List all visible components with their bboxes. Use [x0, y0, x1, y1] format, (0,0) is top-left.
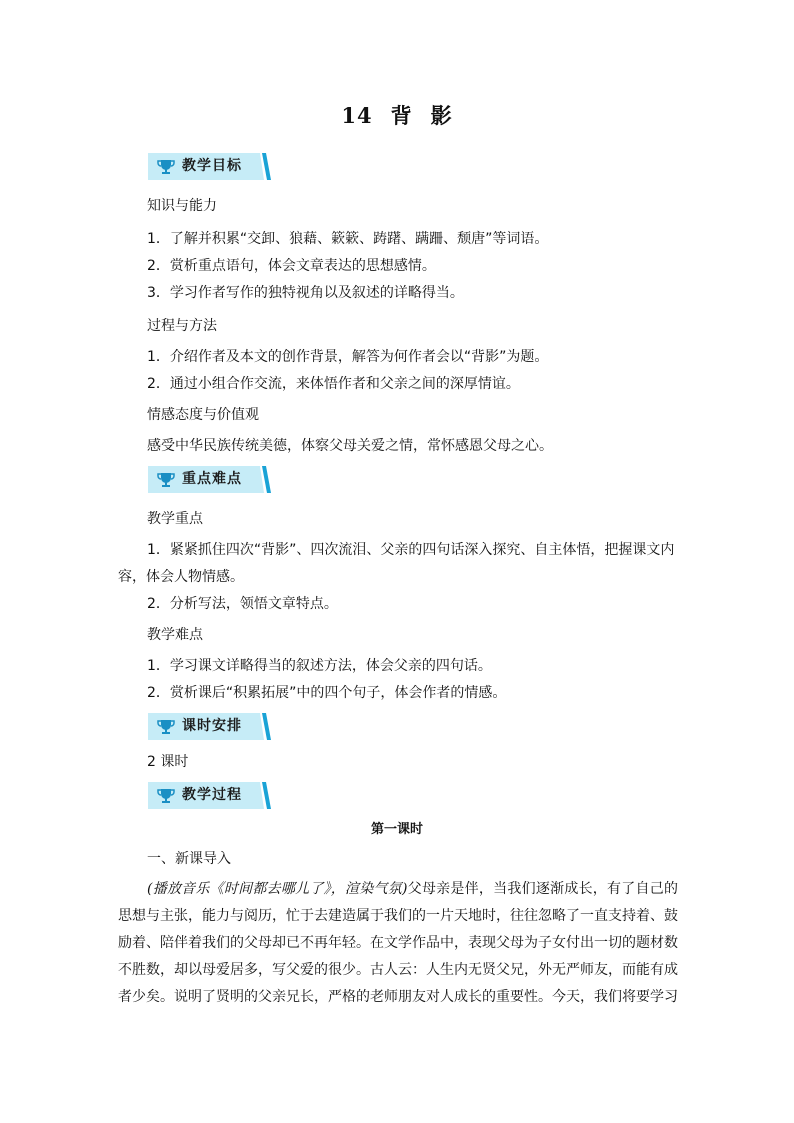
banner-label: 教学过程 — [182, 787, 242, 803]
subheading-knowledge: 知识与能力 — [147, 198, 217, 214]
subheading-method: 过程与方法 — [147, 318, 217, 334]
lesson-heading: 第一课时 — [370, 822, 423, 837]
trophy-icon — [156, 470, 176, 490]
trophy-icon — [156, 717, 176, 737]
section-banner-keypoints — [148, 466, 272, 493]
section-banner-schedule — [148, 713, 272, 740]
music-note: (播放音乐《时间都去哪儿了》，渲染气氛) — [147, 881, 408, 897]
schedule-text: 2 课时 — [147, 754, 189, 770]
keypoint-item: 1．紧紧抓住四次“背影”、四次流泪、父亲的四句话深入探究、自主体悟，把握课文内 — [147, 542, 675, 558]
page-title: 14 背 影 — [341, 103, 453, 128]
banner-label: 课时安排 — [182, 718, 242, 734]
subheading-focus: 教学重点 — [147, 511, 203, 527]
keypoint-item: 2．分析写法，领悟文章特点。 — [147, 596, 338, 612]
objective-item: 3．学习作者写作的独特视角以及叙述的详略得当。 — [147, 285, 464, 301]
subheading-difficulty: 教学难点 — [147, 627, 203, 643]
objective-item: 2．赏析重点语句，体会文章表达的思想感情。 — [147, 258, 436, 274]
trophy-icon — [156, 786, 176, 806]
section-banner-process — [148, 782, 272, 809]
objective-item: 感受中华民族传统美德，体察父母关爱之情，常怀感恩父母之心。 — [147, 438, 553, 454]
trophy-icon — [156, 157, 176, 177]
banner-label: 重点难点 — [182, 471, 242, 487]
objective-item: 1．了解并积累“交卸、狼藉、簌簌、踌躇、蹒跚、颓唐”等词语。 — [147, 231, 549, 247]
objective-item: 1．介绍作者及本文的创作背景，解答为何作者会以“背影”为题。 — [147, 349, 549, 365]
step-heading: 一、新课导入 — [147, 851, 231, 867]
keypoint-item: 1．学习课文详略得当的叙述方法，体会父亲的四句话。 — [147, 658, 492, 674]
keypoint-item: 2．赏析课后“积累拓展”中的四个句子，体会作者的情感。 — [147, 685, 507, 701]
keypoint-item-continued: 容，体会人物情感。 — [118, 569, 244, 585]
intro-paragraph: (播放音乐《时间都去哪儿了》，渲染气氛)父母亲是伴，当我们逐渐成长，有了自己的思想与主张，能力与阅历，忙于去建造属于我们的一片天地时，往往忽略了一直支持着、鼓励着、陪伴着我们的父母却已不再年轻。在文学作品中，表现父母为子女付出一切的题材数不胜数，却以母爱居多，写父爱的很少。古人云：人生内无贤父兄，外无严师友，而能有成者少矣。说明了贤明的父亲兄长，严格的老师朋友对人成长的重要性。今天，我们将要学习 — [118, 881, 678, 1005]
objective-item: 2．通过小组合作交流，来体悟作者和父亲之间的深厚情谊。 — [147, 376, 520, 392]
section-banner-objectives — [148, 153, 272, 180]
subheading-emotion: 情感态度与价值观 — [147, 407, 259, 423]
banner-label: 教学目标 — [182, 158, 242, 174]
